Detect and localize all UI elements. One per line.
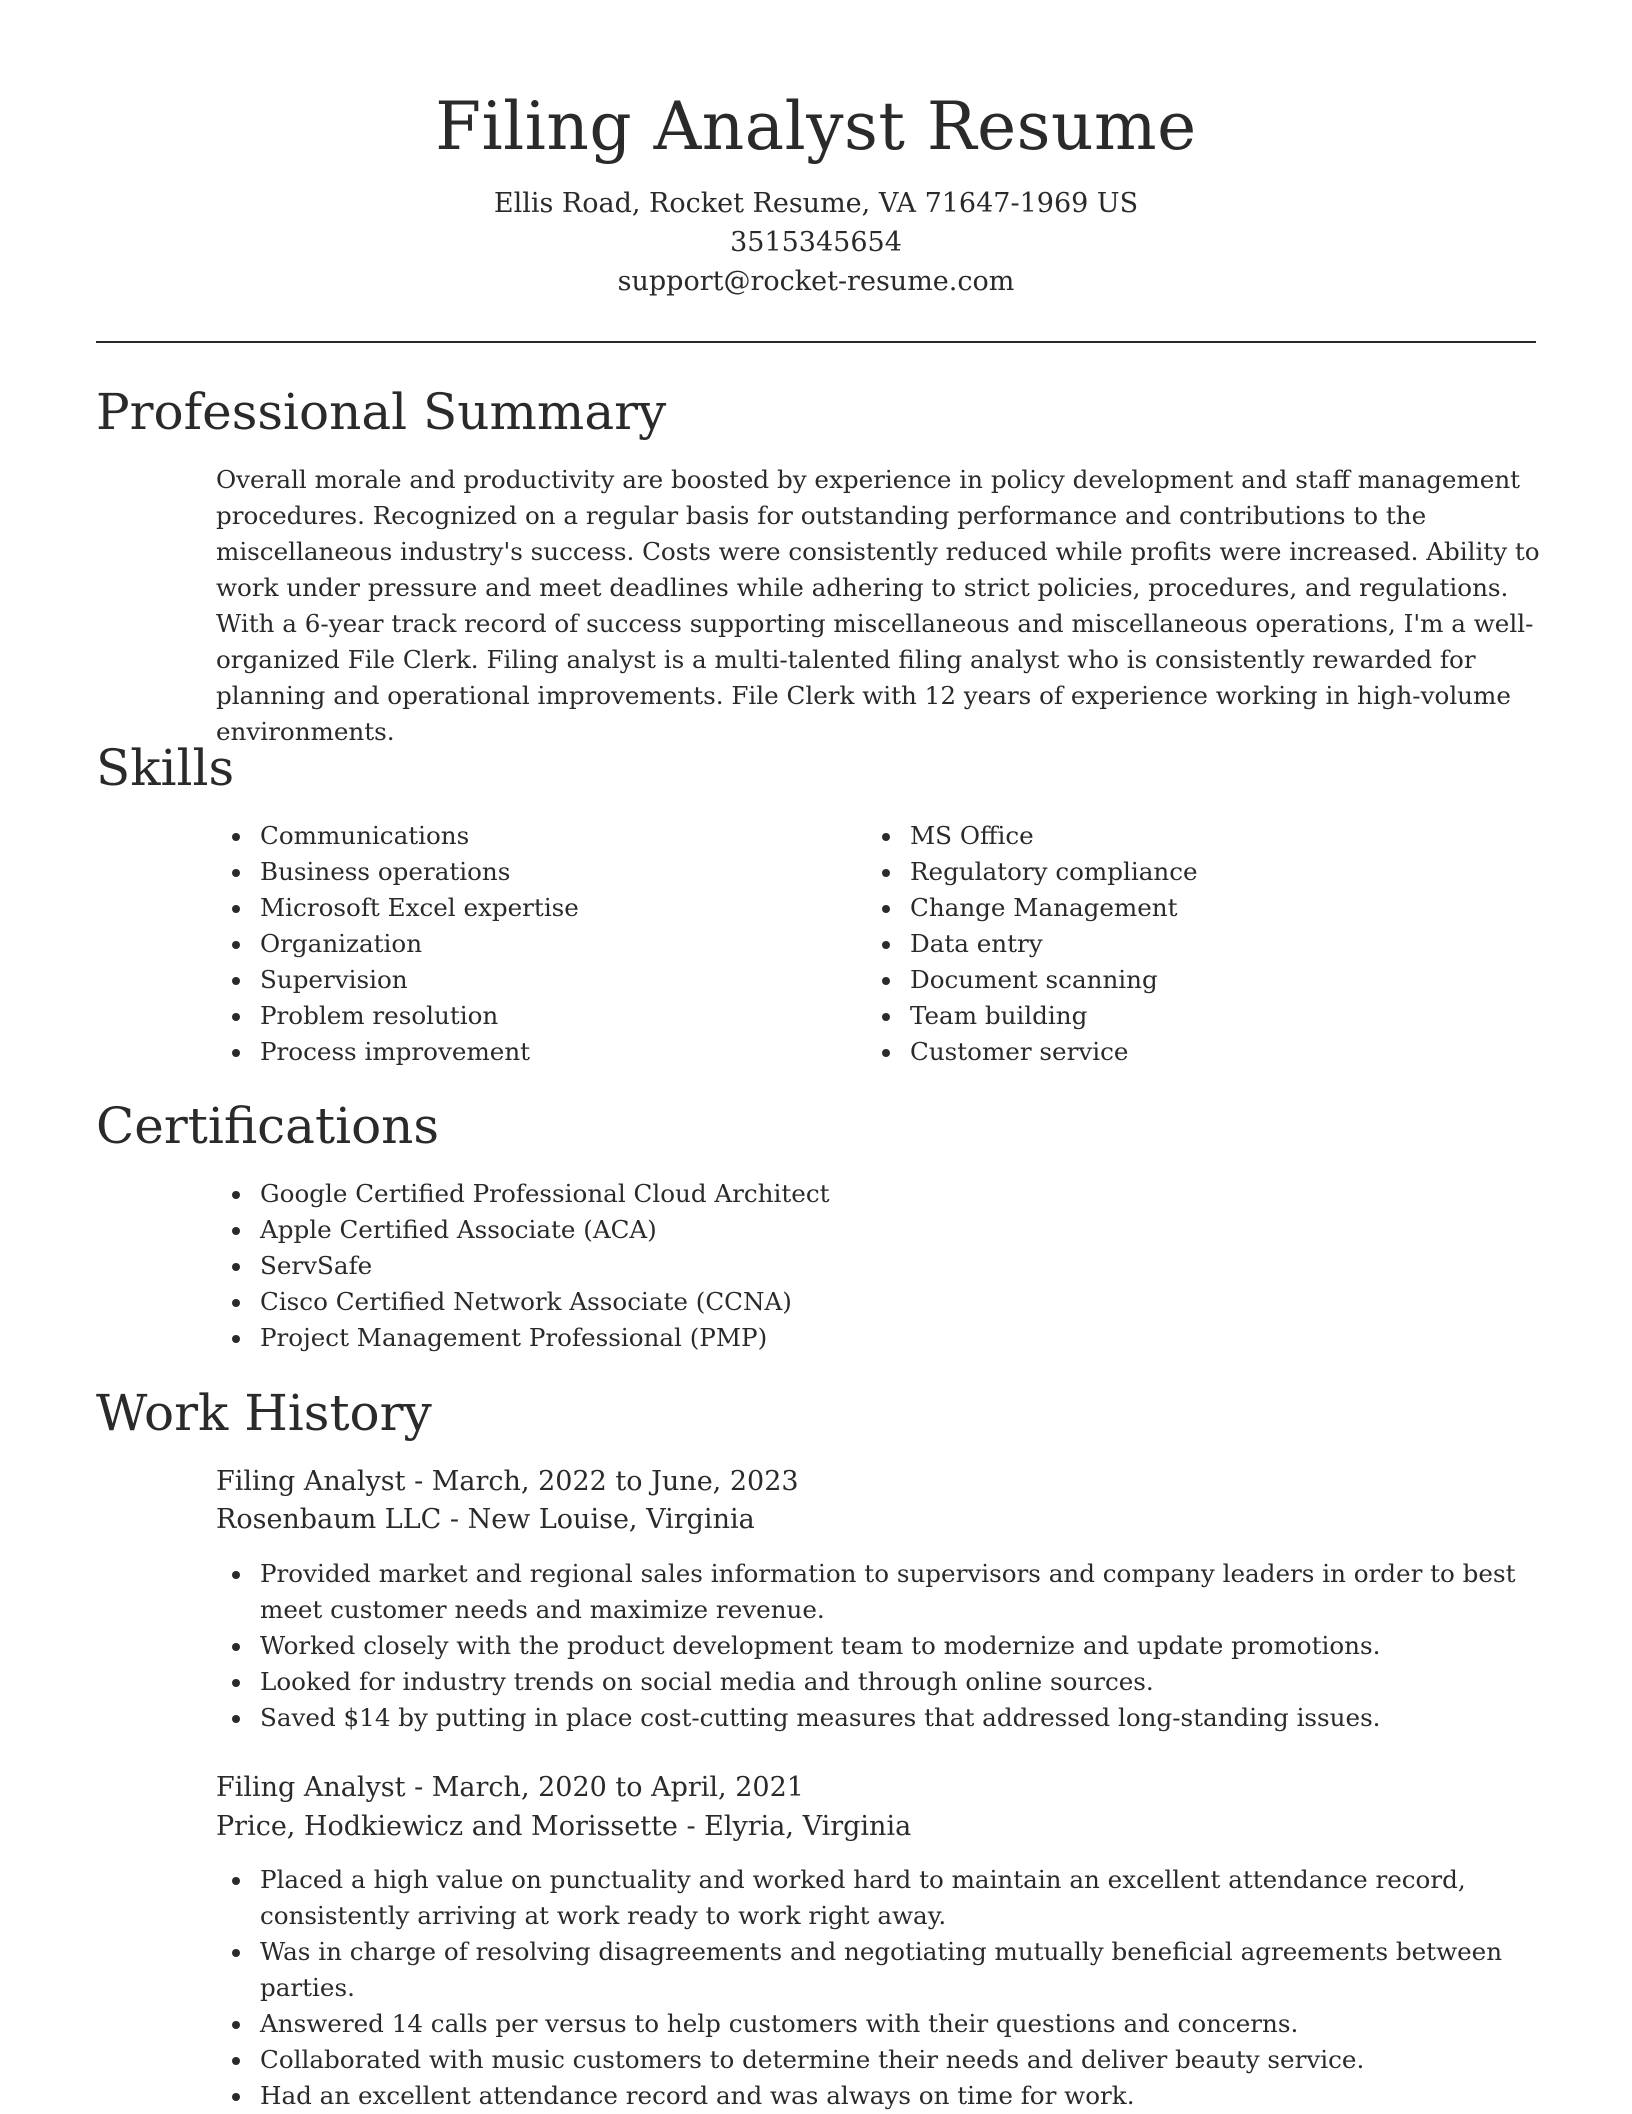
skill-item: Data entry (866, 926, 1486, 962)
job-location: Elyria, Virginia (704, 1811, 912, 1842)
job-separator: - (677, 1811, 705, 1842)
skill-item: Supervision (216, 962, 836, 998)
job-bullet: Was in charge of resolving disagreements and negotiating mutually beneficial agreements between parties. (216, 1934, 1541, 2006)
skill-item: Business operations (216, 854, 836, 890)
job-company: Rosenbaum LLC (216, 1504, 442, 1535)
certification-item: ServSafe (216, 1248, 1416, 1284)
job-bullet: Looked for industry trends on social media and through online sources. (216, 1664, 1541, 1700)
skill-item: Regulatory compliance (866, 854, 1486, 890)
job-company: Price, Hodkiewicz and Morissette (216, 1811, 678, 1842)
job-bullets (216, 1556, 1541, 1736)
resume-title: Filing Analyst Resume (435, 88, 1197, 165)
skills-list-left (216, 818, 836, 1070)
skill-item: Team building (866, 998, 1486, 1034)
job-title: Filing Analyst (216, 1466, 406, 1497)
skill-item: Problem resolution (216, 998, 836, 1034)
skill-item: Organization (216, 926, 836, 962)
job-bullet: Provided market and regional sales information to supervisors and company leaders in order to best meet customer needs and maximize revenue. (216, 1556, 1541, 1628)
certification-item: Project Management Professional (PMP) (216, 1320, 1416, 1356)
job-location: New Louise, Virginia (467, 1504, 755, 1535)
job-separator: - (441, 1504, 468, 1535)
work-history-heading: Work History (96, 1384, 432, 1442)
contact-phone: 3515345654 (730, 227, 902, 258)
certifications-list (216, 1176, 1416, 1356)
skills-list-right (866, 818, 1486, 1070)
job-separator: - (405, 1466, 432, 1497)
header-divider (96, 341, 1536, 343)
job-bullet: Placed a high value on punctuality and worked hard to maintain an excellent attendance record, consistently arriving at work ready to work right away. (216, 1862, 1541, 1934)
summary-text: Overall morale and productivity are boosted by experience in policy development and staff management procedures. Recognized on a regular basis for outstanding performance and contributions to the miscellaneous industry's success. Costs were consistently reduced while profits were increased. Ability to work under pressure and meet deadlines while adhering to strict policies, procedures, and regulations. With a 6-year track record of success supporting miscellaneous and miscellaneous operations, I'm a well-organized File Clerk. Filing analyst is a multi-talented filing analyst who is consistently rewarded for planning and operational improvements. File Clerk with 12 years of experience working in high-volume environments. (216, 465, 1540, 746)
job-company-line (216, 1500, 755, 1540)
certification-item: Cisco Certified Network Associate (CCNA) (216, 1284, 1416, 1320)
skills-heading: Skills (96, 739, 235, 797)
skill-item: Customer service (866, 1034, 1486, 1070)
certification-item: Google Certified Professional Cloud Architect (216, 1176, 1416, 1212)
certifications-heading: Certifications (96, 1097, 440, 1155)
job-dates: March, 2022 to June, 2023 (431, 1466, 799, 1497)
summary-heading: Professional Summary (96, 383, 667, 441)
job-bullets (216, 1862, 1541, 2114)
resume-header (0, 80, 1632, 301)
job-bullet: Collaborated with music customers to determine their needs and deliver beauty service. (216, 2042, 1541, 2078)
job-bullet: Saved $14 by putting in place cost-cutting measures that addressed long-standing issues. (216, 1700, 1541, 1736)
contact-address: Ellis Road, Rocket Resume, VA 71647-1969 US (493, 188, 1139, 219)
job-title-line (216, 1768, 804, 1808)
skill-item: Document scanning (866, 962, 1486, 998)
job-title-line (216, 1462, 799, 1502)
certification-item: Apple Certified Associate (ACA) (216, 1212, 1416, 1248)
skill-item: Communications (216, 818, 836, 854)
job-bullet: Worked closely with the product development team to modernize and update promotions. (216, 1628, 1541, 1664)
skill-item: Process improvement (216, 1034, 836, 1070)
skill-item: Change Management (866, 890, 1486, 926)
job-bullet: Answered 14 calls per versus to help customers with their questions and concerns. (216, 2006, 1541, 2042)
job-separator: - (405, 1772, 432, 1803)
skill-item: MS Office (866, 818, 1486, 854)
job-dates: March, 2020 to April, 2021 (431, 1772, 804, 1803)
job-company-line (216, 1807, 911, 1847)
contact-email: support@rocket-resume.com (617, 266, 1015, 297)
job-title: Filing Analyst (216, 1772, 406, 1803)
job-bullet: Had an excellent attendance record and was always on time for work. (216, 2078, 1541, 2114)
skill-item: Microsoft Excel expertise (216, 890, 836, 926)
